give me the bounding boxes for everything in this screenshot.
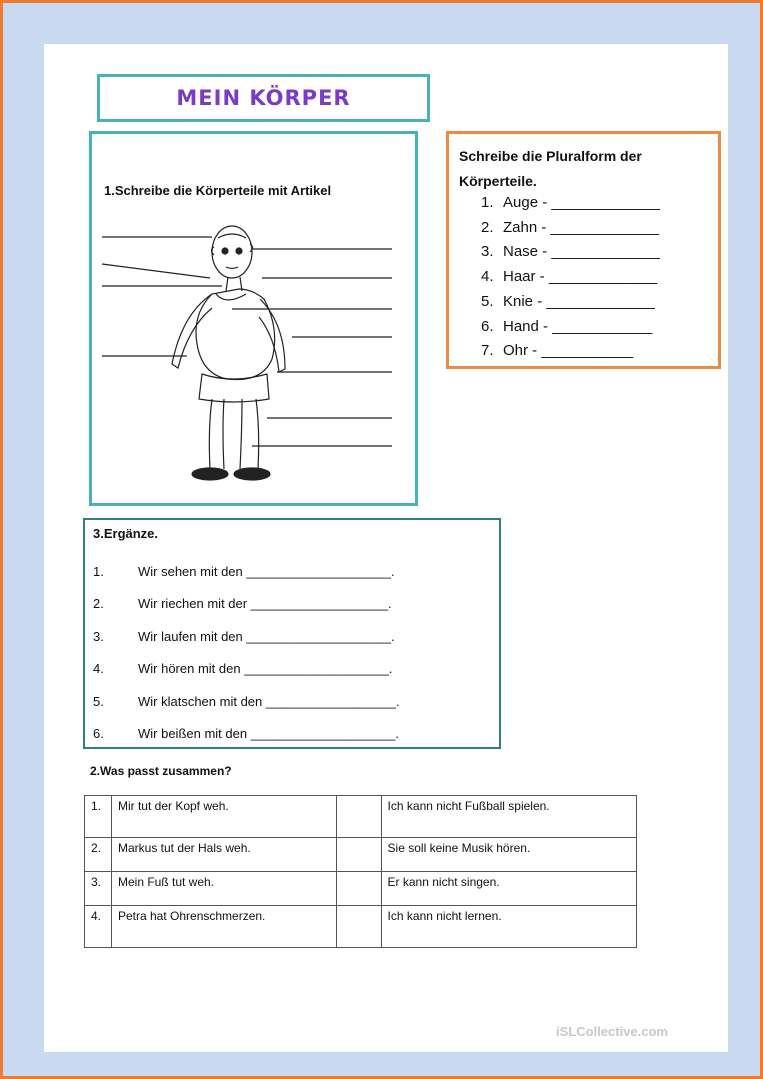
consequence-cell: Ich kann nicht lernen. (381, 906, 636, 948)
plural-item[interactable] (481, 216, 660, 241)
answer-blank[interactable]: _____________ (551, 194, 660, 211)
answer-blank[interactable]: _____________ (548, 268, 658, 286)
table-row (85, 906, 637, 948)
item-number: 2. (481, 218, 494, 236)
item-number: 3. (93, 628, 104, 644)
answer-cell[interactable] (336, 838, 381, 872)
statement-cell: Mein Fuß tut weh. (111, 872, 336, 906)
singular-word: Nase - (503, 243, 548, 261)
item-number: 4. (481, 268, 494, 286)
answer-blank[interactable]: _____________ (546, 292, 655, 310)
fill-in-item[interactable] (93, 686, 400, 718)
item-number: 5. (93, 693, 104, 709)
item-number: 1. (93, 564, 104, 579)
row-number: 2. (85, 838, 112, 872)
answer-cell[interactable] (336, 906, 381, 948)
fill-in-list (93, 556, 400, 750)
man-illustration (92, 134, 415, 503)
plural-item[interactable] (481, 265, 660, 290)
item-number: 7. (481, 342, 494, 360)
consequence-cell: Ich kann nicht Fußball spielen. (381, 796, 636, 838)
singular-word: Knie - (503, 292, 543, 310)
fill-in-item[interactable] (93, 556, 400, 588)
exercise3-heading: 3.Ergänze. (93, 526, 159, 541)
exercise1-heading: 1.Schreibe die Körperteile mit Artikel (104, 183, 332, 198)
matching-table (84, 795, 637, 948)
sentence-text: Wir klatschen mit den __________________. (138, 693, 400, 709)
statement-cell: Markus tut der Hals weh. (111, 838, 336, 872)
sentence-text: Wir hören mit den ____________________. (138, 661, 393, 677)
plural-item[interactable] (481, 191, 660, 216)
answer-blank[interactable]: ____________ (552, 317, 653, 335)
plural-item[interactable] (481, 339, 660, 364)
table-row (85, 872, 637, 906)
sentence-text: Wir sehen mit den ____________________. (138, 564, 395, 579)
worksheet-title: MEIN KÖRPER (176, 86, 351, 110)
table-row (85, 838, 637, 872)
item-number: 5. (481, 292, 494, 310)
title-box (97, 74, 430, 122)
plural-exercise (446, 131, 721, 369)
answer-blank[interactable]: ___________ (541, 342, 634, 360)
plural-item[interactable] (481, 315, 660, 340)
statement-cell: Mir tut der Kopf weh. (111, 796, 336, 838)
consequence-cell: Er kann nicht singen. (381, 872, 636, 906)
fill-in-exercise (83, 518, 501, 749)
item-number: 1. (481, 194, 494, 211)
sentence-text: Wir laufen mit den ____________________. (138, 628, 395, 644)
singular-word: Haar - (503, 268, 545, 286)
row-number: 1. (85, 796, 112, 838)
item-number: 3. (481, 243, 494, 261)
item-number: 2. (93, 596, 104, 612)
singular-word: Auge - (503, 194, 548, 211)
body-parts-exercise (89, 131, 418, 506)
exercise2-heading: 2.Was passt zusammen? (90, 764, 232, 778)
answer-blank[interactable]: _____________ (551, 243, 660, 261)
plural-heading: Schreibe die Pluralform der Körperteile. (459, 148, 642, 189)
plural-list (481, 191, 660, 364)
answer-cell[interactable] (336, 872, 381, 906)
statement-cell: Petra hat Ohrenschmerzen. (111, 906, 336, 948)
sentence-text: Wir riechen mit der ___________________. (138, 596, 392, 612)
fill-in-item[interactable] (93, 718, 400, 750)
fill-in-item[interactable] (93, 653, 400, 685)
item-number: 6. (481, 317, 494, 335)
fill-in-item[interactable] (93, 588, 400, 620)
watermark: iSLCollective.com (556, 1024, 668, 1039)
item-number: 4. (93, 661, 104, 677)
answer-blank[interactable]: _____________ (550, 218, 659, 236)
singular-word: Hand - (503, 317, 549, 335)
fill-in-item[interactable] (93, 621, 400, 653)
plural-item[interactable] (481, 290, 660, 315)
row-number: 3. (85, 872, 112, 906)
singular-word: Ohr - (503, 342, 538, 360)
singular-word: Zahn - (503, 218, 547, 236)
item-number: 6. (93, 726, 104, 742)
plural-item[interactable] (481, 240, 660, 265)
row-number: 4. (85, 906, 112, 948)
answer-cell[interactable] (336, 796, 381, 838)
consequence-cell: Sie soll keine Musik hören. (381, 838, 636, 872)
table-row (85, 796, 637, 838)
sentence-text: Wir beißen mit den ____________________. (138, 726, 399, 742)
